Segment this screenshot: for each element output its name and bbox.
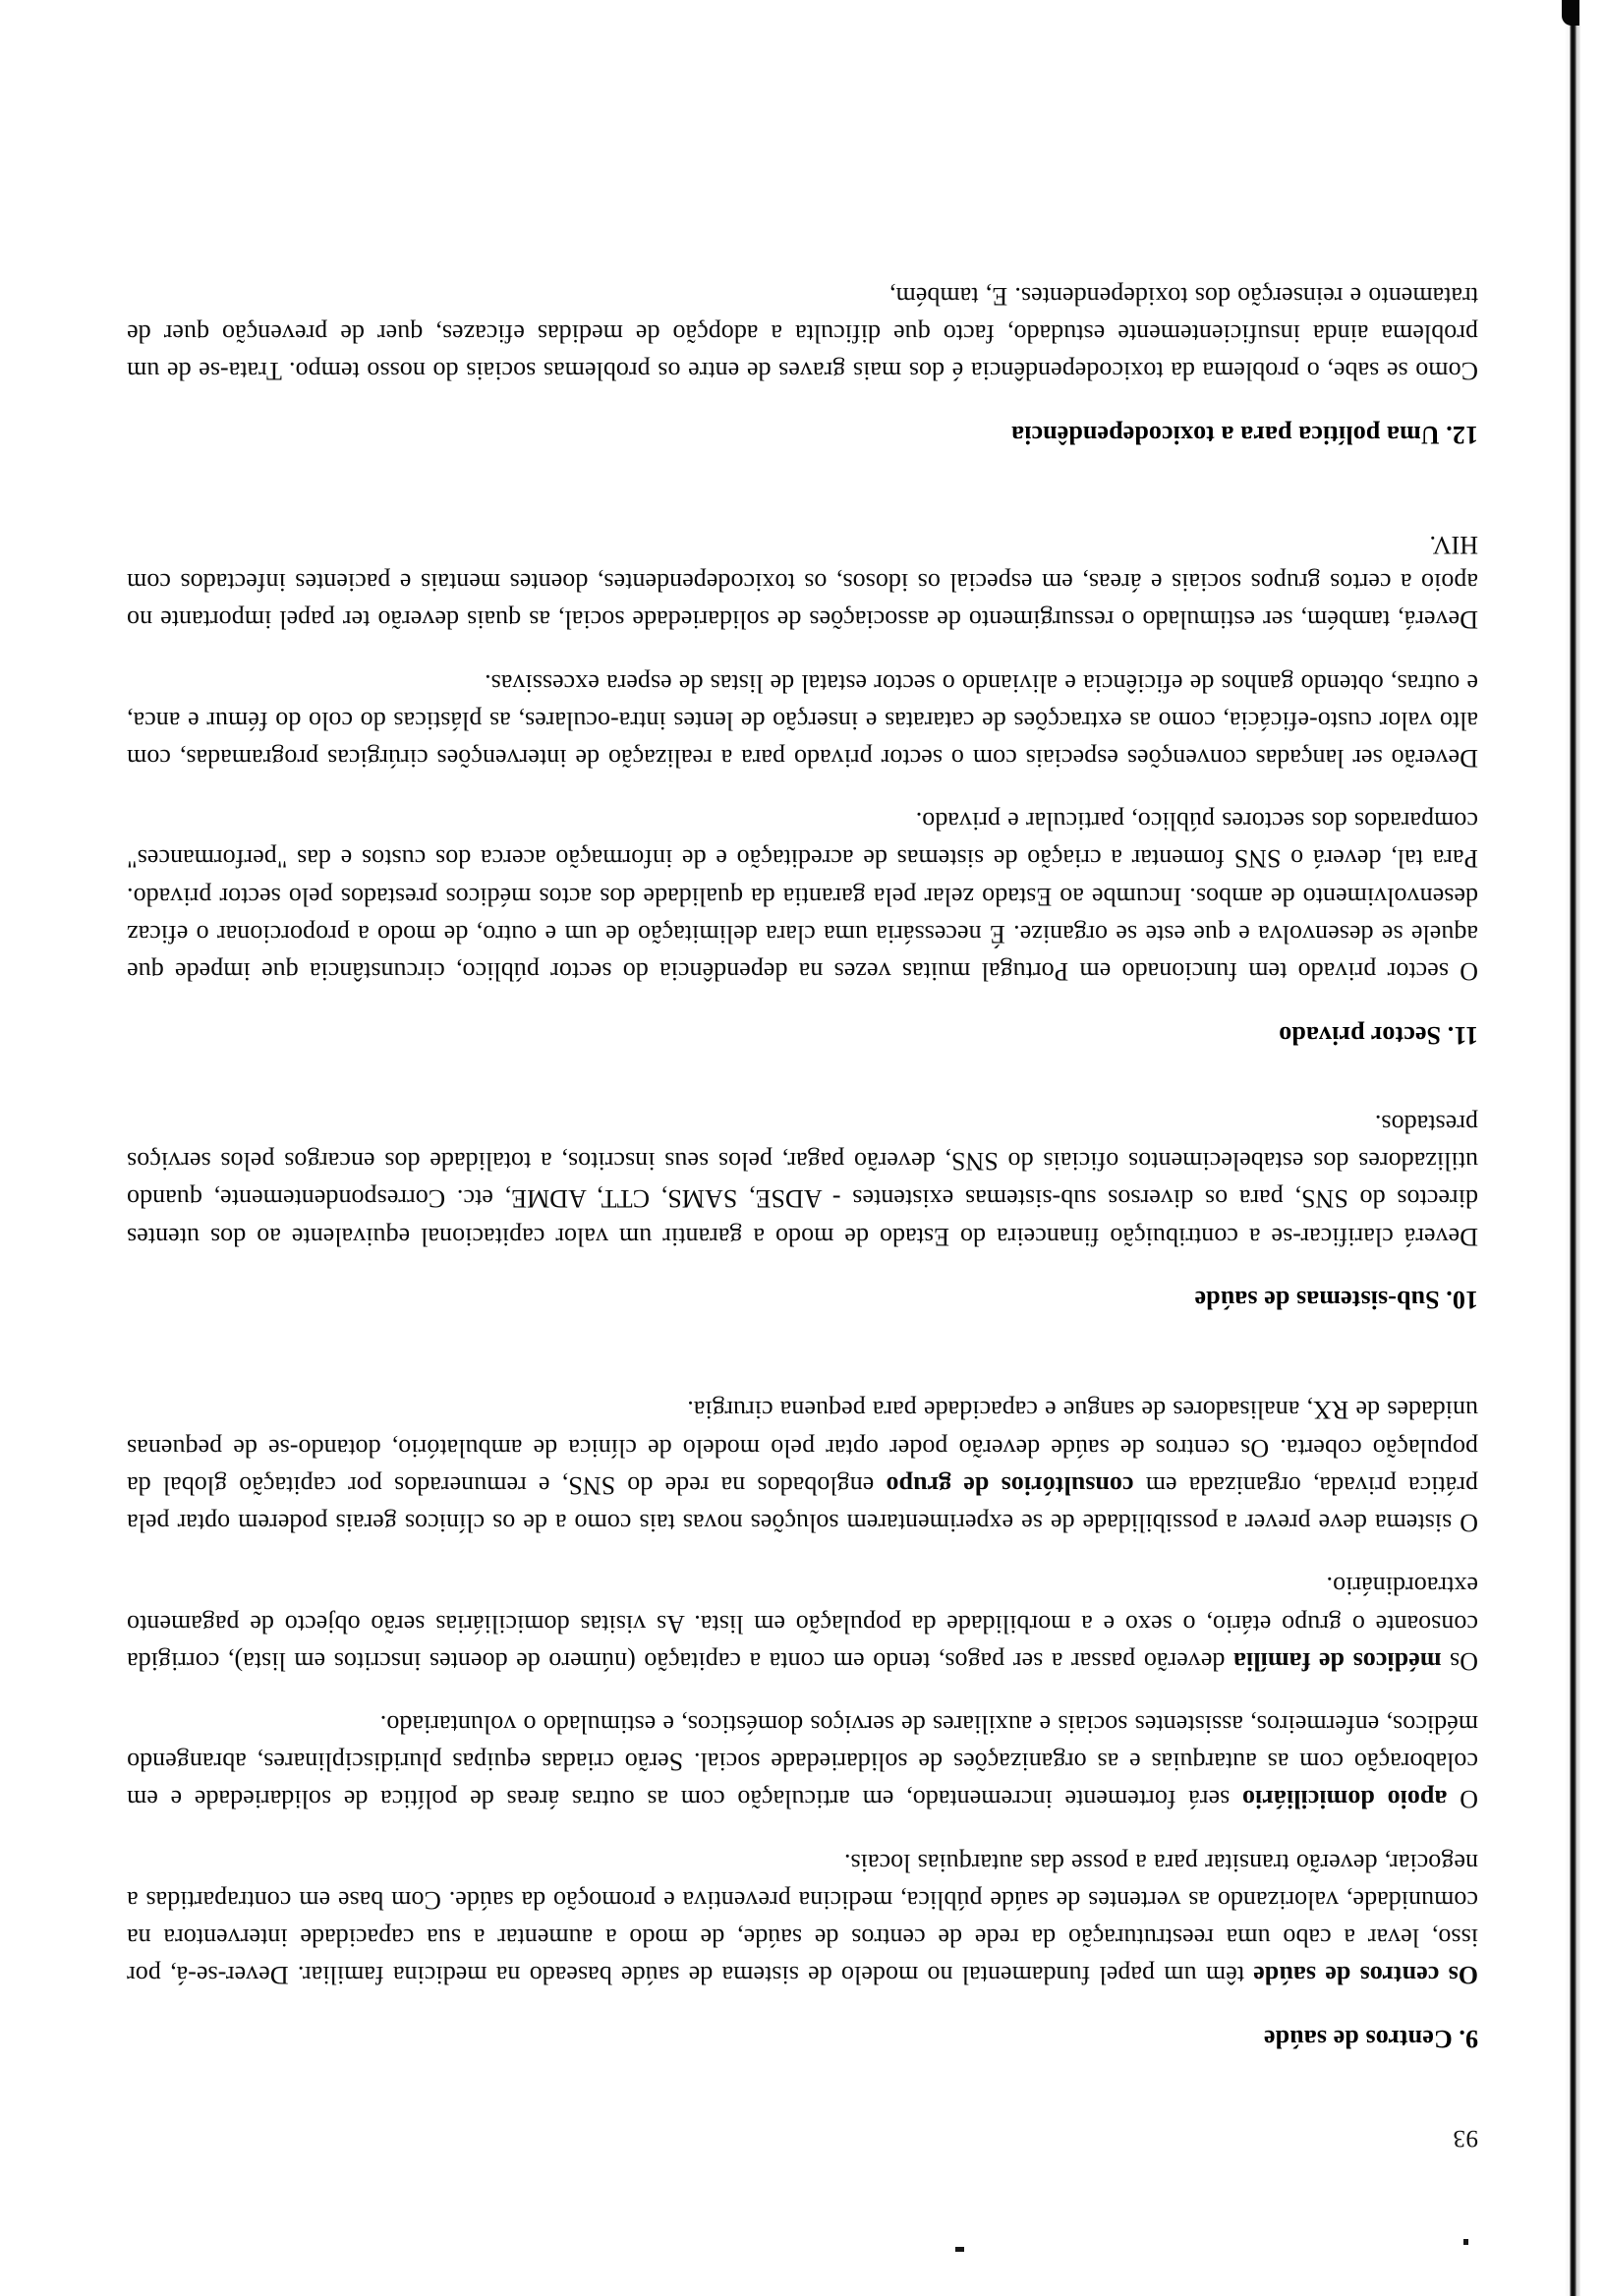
paragraph: Deverá clarificar-se a contribuição financeira do Estado de modo a garantir um valor capitacional equivalente ao dos utentes directos do SNS, para os diversos sub-sistemas existentes - ADSE, SAMS, CTT, ADME, etc. Correspondentemente, quando utilizadores dos estabelecimentos oficiais do SNS, deverão pagar, pelos seus inscritos, a totalidade dos encargos pelos serviços prestados.	[127, 1109, 1478, 1251]
section-heading-centros-de-saude: 9. Centros de saúde	[1263, 2025, 1478, 2053]
section-heading-sub-sistemas-de-saude: 10. Sub-sistemas de saúde	[1194, 1286, 1478, 1315]
scan-edge-blob	[1562, 0, 1579, 26]
bold-term-apoio-domiciliario: apoio domiciliário	[1241, 1785, 1448, 1814]
page-number: 93	[1453, 2125, 1478, 2152]
paragraph: O sector privado tem funcionado em Portugal muitas vezes na dependência do sector público, circunstância que impede que aquele se desenvolva e que este se organize. É necessária uma clara delimitação de um e outro, de modo a proporcionar o eficaz desenvolvimento de ambos. Incumbe ao Estado zelar pela garantia da qualidade dos actos médicos prestados pelo sector privado. Para tal, deverá o SNS fomentar a criação de sistemas de acreditação e de informação acerca dos custos e das "performances" comparados dos sectores público, particular e privado.	[127, 807, 1478, 987]
paragraph: Deverá, também, ser estimulado o ressurgimento de associações de solidariedade social, as quais deverão ter papel importante no apoio a certos grupos sociais e áreas, em especial os idosos, os toxicodependentes, doentes mentais e pacientes infectados com HIV.	[127, 530, 1478, 635]
scan-speck	[955, 2247, 964, 2252]
scan-edge-artifact	[1570, 0, 1576, 2296]
paragraph: Os médicos de família deverão passar a ser pagos, tendo em conta a capitação (número de doentes inscritos em lista), corrigida consoante o grupo etário, o sexo e a morbilidade da população em lista. As visitas domiciliárias serão objecto de pagamento extraordinário.	[127, 1572, 1478, 1676]
section-gap	[127, 1314, 1478, 1365]
bold-term-centros-de-saude: Os centros de saúde	[1253, 1961, 1478, 1990]
bold-term-medicos-de-familia: médicos de família	[1232, 1646, 1442, 1676]
paragraph: O apoio domiciliário será fortemente incrementado, em articulação com as outras áreas de política de solidariedade e em colaboração com as autarquias e as organizações de solidariedade social. Serão criadas equipas pluridisciplinares, abrangendo médicos, enfermeiros, assistentes sociais e auxiliares de serviços domésticos, e estimulado o voluntariado.	[127, 1710, 1478, 1814]
section-heading-politica-toxicodependencia: 12. Uma política para a toxicodependência	[1011, 420, 1478, 449]
scan-speck	[1463, 2239, 1468, 2245]
paragraph: Como se sabe, o problema da toxicodependência é dos mais graves de entre os problemas sociais do nosso tempo. Trata-se de um problema ainda insuficientemente estudado, facto que dificulta a adopção de medidas eficazes, quer de prevenção quer de tratamento e reinserção dos toxidependentes. E, também,	[127, 281, 1478, 385]
section-gap	[127, 1050, 1478, 1079]
paragraph: O sistema deve prever a possibilidade de se experimentarem soluções novas tais como a de os clínicos gerais poderem optar pela prática privada, organizada em consultórios de grupo englobados na rede do SNS, e remunerados por capitação global da população coberta. Os centros de saúde deverão poder optar pelo modelo de clínica de ambulatório, dotando-se de pequenas unidades de RX, analisadores de sangue e capacidade para pequena cirurgia.	[127, 1396, 1478, 1538]
text-column	[127, 276, 1478, 2151]
paragraph: Os centros de saúde têm um papel fundamental no modelo de sistema de saúde baseado na medicina familiar. Dever-se-á, por isso, levar a cabo uma reestruturação da rede de centros de saúde, de modo a aumentar a sua capacidade interventora na comunidade, valorizando as vertentes de saúde pública, medicina preventiva e promoção da saúde. Com base em contrapartidas a negociar, deverão transitar para a posse das autarquias locais.	[127, 1848, 1478, 1990]
section-heading-sector-privado: 11. Sector privado	[1279, 1020, 1478, 1050]
bold-term-consultorios-de-grupo: consultórios de grupo	[886, 1470, 1134, 1500]
section-gap	[127, 449, 1478, 500]
paragraph: Deverão ser lançadas convenções especiais com o sector privado para a realização de intervenções cirúrgicas programadas, com alto valor custo-eficácia, como as extracções de cataratas e inserção de lentes intra-oculares, as plásticas do colo do fémur e anca, e outras, obtendo ganhos de eficiência e aliviando o sector estatal de listas de espera excessivas.	[127, 668, 1478, 773]
